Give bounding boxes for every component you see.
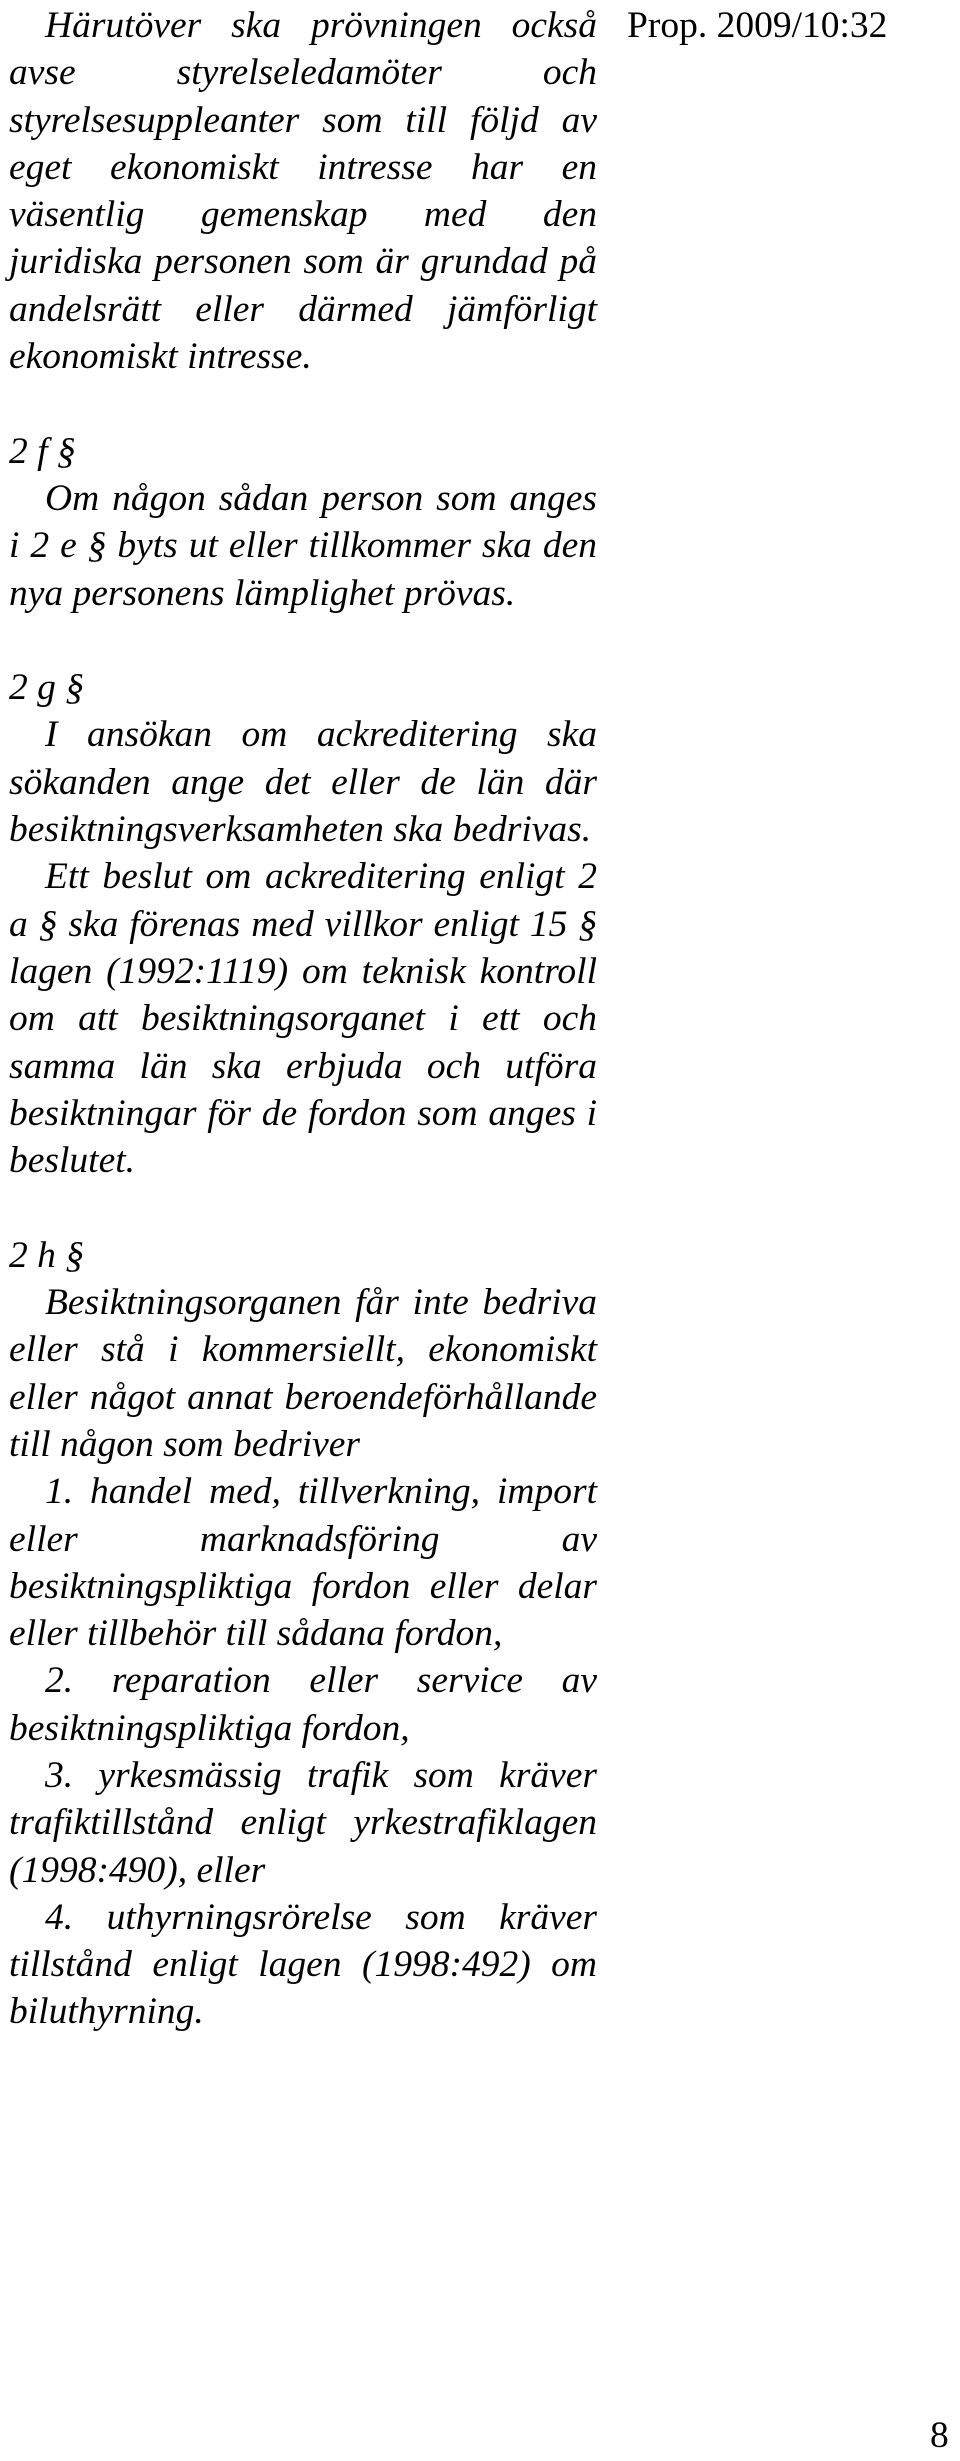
list-item-4: 4. uthyrningsrörelse som kräver tillstånd enligt lagen (1998:492) om biluthyrning. [9,1896,597,2033]
paragraph-independence-requirement: Besiktningsorganen får inte bedriva eller stå i kommersiellt, ekonomiskt eller något annat beroendeförhållande till någon som bedriver [9,1282,597,1465]
body-text [9,2,597,2036]
paragraph-supplementary-assessment: Härutöver ska prövningen också avse styrelseledamöter och styrelsesuppleanter som till följd av eget ekonomiskt intresse har en väsentlig gemenskap med den juridiska personen som är grundad på andelsrätt eller därmed jämförligt ekonomiskt intresse. [9,5,597,378]
paragraph-accreditation-conditions: Ett beslut om ackreditering enligt 2 a § ska förenas med villkor enligt 15 § lagen (1992:1119) om teknisk kontroll om att besiktningsorganet i ett och samma län ska erbjuda och utföra besiktningar för de fordon som anges i beslutet. [9,856,597,1182]
paragraph-replacement-assessment: Om någon sådan person som anges i 2 e § byts ut eller tillkommer ska den nya personens lämplighet prövas. [9,477,597,614]
paragraph-application-counties: I ansökan om ackreditering ska sökanden ange det eller de län där besiktningsverksamheten ska bedrivas. [9,714,597,851]
section-heading-2f: 2 f § [9,430,76,472]
page-number: 8 [930,2415,949,2456]
list-item-2: 2. reparation eller service av besiktningspliktiga fordon, [9,1660,597,1749]
section-heading-2h: 2 h § [9,1234,84,1276]
document-reference: Prop. 2009/10:32 [627,5,888,46]
list-item-1: 1. handel med, tillverkning, import eller marknadsföring av besiktningspliktiga fordon eller delar eller tillbehör till sådana fordon, [9,1471,597,1655]
list-item-3: 3. yrkesmässig trafik som kräver trafiktillstånd enligt yrkestrafiklagen (1998:490), eller [9,1754,597,1891]
section-heading-2g: 2 g § [9,667,84,709]
